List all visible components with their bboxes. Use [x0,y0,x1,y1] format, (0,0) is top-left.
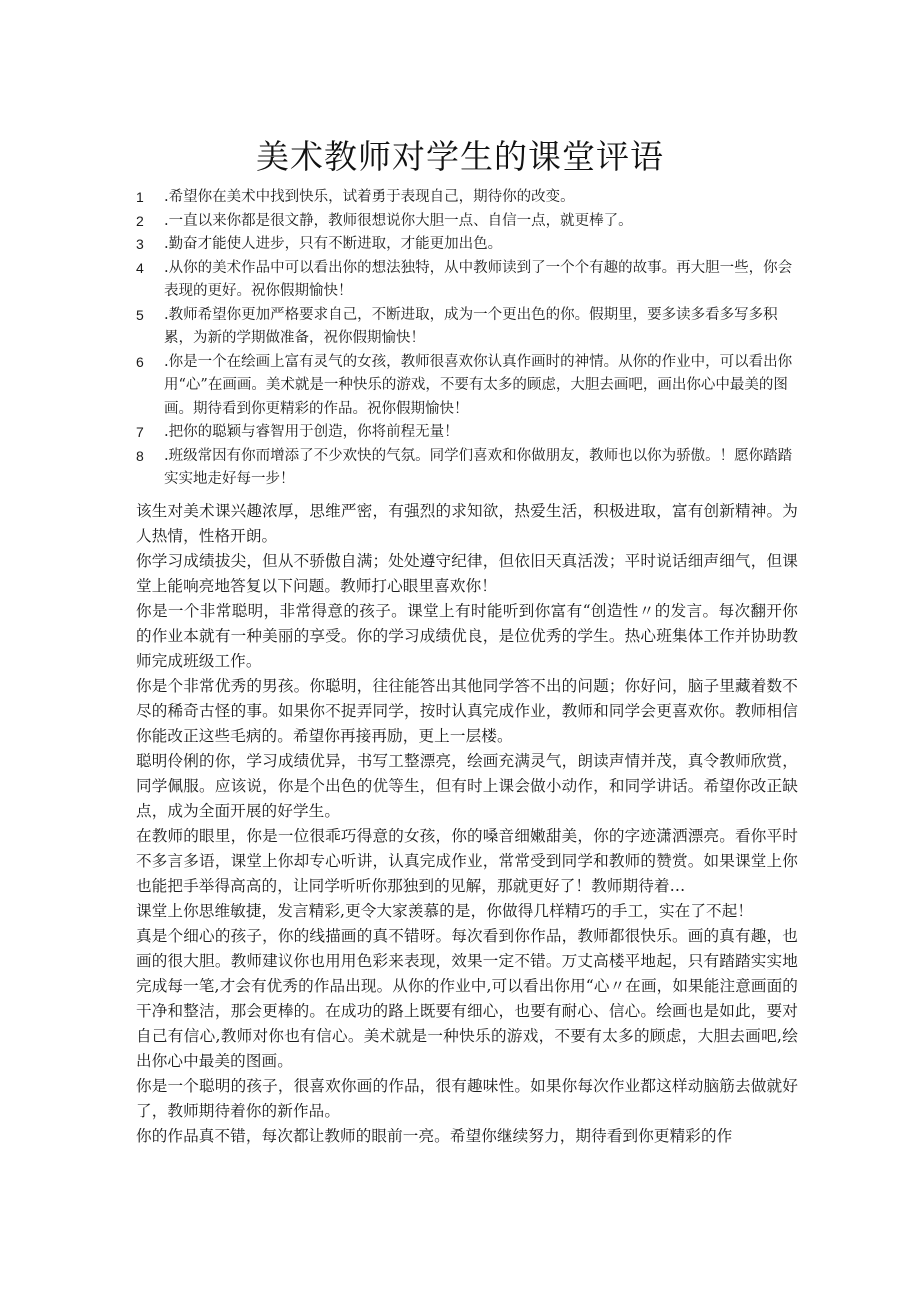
comment-paragraph: 你是一个聪明的孩子，很喜欢你画的作品，很有趣味性。如果你每次作业都这样动脑筋去做就好了，教师期待着你的新作品。 [136,1077,798,1120]
list-item-text: .勤奋才能使人进步，只有不断进取，才能更加出色。 [164,236,503,252]
comment-paragraphs [136,499,798,1149]
comment-paragraph: 在教师的眼里，你是一位很乖巧得意的女孩，你的嗓音细嫩甜美，你的字迹潇洒漂亮。看你平时不多言多语，课堂上你却专心听讲，认真完成作业，常常受到同学和教师的赞赏。如果课堂上你也能把手举得高高的，让同学听听你那独到的见解，那就更好了！教师期待着… [136,827,798,895]
list-item-text: .你是一个在绘画上富有灵气的女孩，教师很喜欢你认真作画时的神情。从你的作业中，可以看出你用“心”在画画。美术就是一种快乐的游戏，不要有太多的顾虑，大胆去画吧，画出你心中最美的图画。期待看到你更精彩的作品。祝你假期愉快！ [164,353,793,417]
list-item-text: .教师希望你更加严格要求自己，不断进取，成为一个更出色的你。假期里，要多读多看多写多积累，为新的学期做准备，祝你假期愉快！ [164,306,778,346]
comment-paragraph: 你的作品真不错，每次都让教师的眼前一亮。希望你继续努力，期待看到你更精彩的作 [136,1127,733,1145]
comment-paragraph: 你是个非常优秀的男孩。你聪明，往往能答出其他同学答不出的问题；你好问，脑子里藏着数不尽的稀奇古怪的事。如果你不捉弄同学，按时认真完成作业，教师和同学会更喜欢你。教师相信你能改正这些毛病的。希望你再接再励，更上一层楼。 [136,677,798,745]
list-item-number: 5 [136,306,144,323]
list-item-number: 8 [136,447,144,464]
list-item-text: .把你的聪颖与睿智用于创造，你将前程无量！ [164,424,459,440]
list-item-text: .一直以来你都是很文静，教师很想说你大胆一点、自信一点，就更棒了。 [164,212,633,229]
list-item [136,186,796,210]
comment-paragraph: 真是个细心的孩子，你的线描画的真不错呀。每次看到你作品，教师都很快乐。画的真有趣，也画的很大胆。教师建议你也用用色彩来表现，效果一定不错。万丈高楼平地起，只有踏踏实实地完成每一笔,才会有优秀的作品出现。从你的作业中,可以看出你用“心〃在画，如果能注意画面的干净和整洁，那会更棒的。在成功的路上既要有细心，也要有耐心、信心。绘画也是如此，要对自己有信心,教师对你也有信心。美术就是一种快乐的游戏，不要有太多的顾虑，大胆去画吧,绘出你心中最美的图画。 [136,927,798,1070]
list-item-number: 4 [136,259,144,276]
numbered-comment-list [136,186,796,492]
list-item-text: .班级常因有你而增添了不少欢快的气氛。同学们喜欢和你做朋友，教师也以你为骄傲。！愿你踏踏实实地走好每一步！ [164,447,793,487]
list-item [136,233,796,257]
list-item [136,421,796,445]
list-item [136,445,796,492]
comment-paragraph: 课堂上你思维敏捷，发言精彩,更令大家羡慕的是，你做得几样精巧的手工，实在了不起！ [136,902,754,920]
list-item [136,304,796,351]
list-item [136,210,796,234]
list-item-number: 7 [136,424,144,440]
list-item-number: 1 [136,189,144,205]
list-item-number: 3 [136,236,144,252]
list-item [136,351,796,422]
list-item [136,257,796,304]
list-item-text: .希望你在美术中找到快乐，试着勇于表现自己，期待你的改变。 [164,189,575,205]
list-item-number: 2 [136,212,144,229]
comment-paragraph: 该生对美术课兴趣浓厚，思维严密，有强烈的求知欲，热爱生活，积极进取，富有创新精神。为人热情，性格开朗。 [136,502,798,545]
comment-paragraph: 你是一个非常聪明，非常得意的孩子。课堂上有时能听到你富有“创造性〃的发言。每次翻开你的作业本就有一种美丽的享受。你的学习成绩优良，是位优秀的学生。热心班集体工作并协助教师完成班级工作。 [136,602,798,670]
list-item-text: .从你的美术作品中可以看出你的想法独特，从中教师读到了一个个有趣的故事。再大胆一些，你会表现的更好。祝你假期愉快！ [164,259,793,299]
comment-paragraph: 你学习成绩拔尖，但从不骄傲自满；处处遵守纪律，但依旧天真活泼；平时说话细声细气，但课堂上能响亮地答复以下问题。教师打心眼里喜欢你！ [136,552,798,595]
comment-paragraph: 聪明伶俐的你，学习成绩优异，书写工整漂亮，绘画充满灵气，朗读声情并茂，真令教师欣赏，同学佩服。应该说，你是个出色的优等生，但有时上课会做小动作，和同学讲话。希望你改正缺点，成为全面开展的好学生。 [136,752,798,820]
document-title: 美术教师对学生的课堂评语 [256,137,664,176]
list-item-number: 6 [136,353,144,370]
